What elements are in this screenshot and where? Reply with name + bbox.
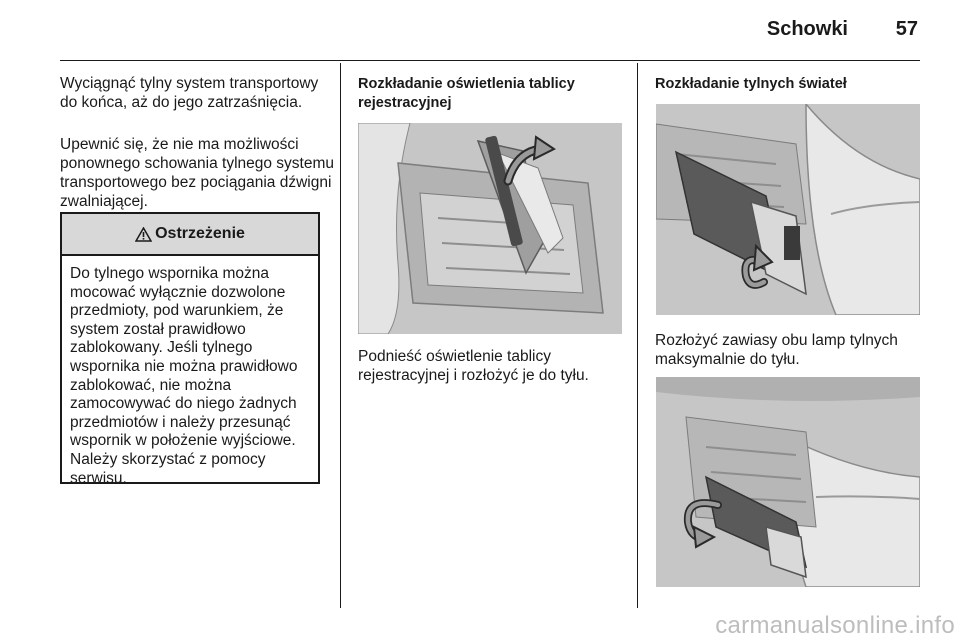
watermark: carmanualsonline.info (715, 612, 955, 639)
tail-lights-instruction: Rozłożyć zawiasy obu lamp tylnych maksymalnie do tyłu. (655, 332, 898, 368)
license-light-instruction: Podnieść oświetlenie tablicy rejestracyjnej i rozłożyć je do tyłu. (358, 348, 589, 384)
page-title: Schowki (766, 18, 848, 40)
warning-header (62, 214, 318, 256)
column-divider-2 (637, 63, 638, 608)
intro-paragraph: Wyciągnąć tylny system transportowy do końca, aż do jego zatrzaśnięcia. (60, 75, 319, 111)
tail-light-hinge-illustration-1 (656, 104, 920, 315)
column-divider-1 (340, 63, 341, 608)
tail-lights-heading: Rozkładanie tylnych świateł (655, 76, 847, 92)
license-light-heading: Rozkładanie oświetlenia tablicy rejestracyjnej (358, 76, 575, 111)
header-divider (60, 60, 920, 61)
warning-text: Do tylnego wspornika można mocować wyłącznie dozwolone przedmioty, pod warunkiem, że system został prawidłowo zablokowany. Jeśli tylnego wspornika nie można prawidłowo zablokować, nie można zamocowywać do niego żadnych przedmiotów i należy przesunąć wspornik w położenie wyjściowe. Należy skorzystać z pomocy serwisu. (70, 265, 298, 487)
release-lever-paragraph: Upewnić się, że nie ma możliwości ponownego schowania tylnego systemu transportowego bez pociągania dźwigni zwalniającej. (60, 136, 335, 210)
warning-triangle-icon (135, 227, 152, 242)
page-number: 57 (895, 18, 918, 40)
warning-title: Ostrzeżenie (155, 225, 245, 242)
license-plate-light-illustration (358, 123, 622, 334)
tail-light-hinge-illustration-2 (656, 377, 920, 587)
warning-box (60, 212, 320, 487)
